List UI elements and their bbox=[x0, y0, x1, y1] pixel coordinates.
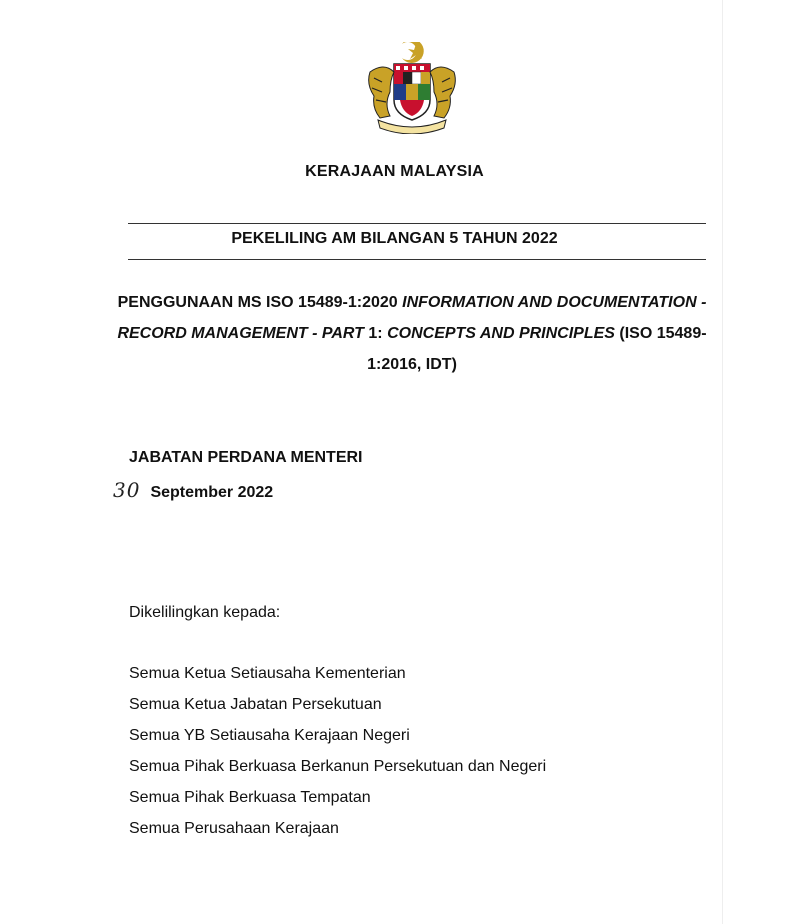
circular-number: PEKELILING AM BILANGAN 5 TAHUN 2022 bbox=[231, 230, 558, 247]
issuing-department: JABATAN PERDANA MENTERI bbox=[129, 449, 363, 466]
list-item: Semua Perusahaan Kerajaan bbox=[129, 820, 339, 837]
list-item: Semua YB Setiausaha Kerajaan Negeri bbox=[129, 727, 410, 744]
list-item: Semua Ketua Setiausaha Kementerian bbox=[129, 665, 406, 682]
handwritten-day: 30 bbox=[113, 478, 141, 502]
divider-top bbox=[128, 223, 706, 224]
list-item: Semua Ketua Jabatan Persekutuan bbox=[129, 696, 382, 713]
title-text-2: 1: bbox=[363, 325, 388, 342]
page-edge bbox=[722, 0, 723, 924]
divider-bottom bbox=[128, 259, 706, 260]
document-title bbox=[110, 287, 714, 380]
coat-of-arms-icon bbox=[360, 42, 464, 134]
title-text-3: (ISO 15489-1:2016, IDT) bbox=[367, 325, 707, 373]
issue-date bbox=[113, 478, 273, 502]
circulation-heading: Dikelilingkan kepada: bbox=[129, 604, 281, 621]
government-heading: KERAJAAN MALAYSIA bbox=[305, 163, 484, 180]
title-italic-2: CONCEPTS AND PRINCIPLES bbox=[387, 325, 615, 342]
list-item: Semua Pihak Berkuasa Berkanun Persekutuan dan Negeri bbox=[129, 758, 547, 775]
recipient-list bbox=[129, 662, 546, 848]
title-text-1: PENGGUNAAN MS ISO 15489-1:2020 bbox=[117, 294, 403, 311]
title-italic-1: INFORMATION AND DOCUMENTATION - RECORD MANAGEMENT - PART bbox=[117, 294, 707, 342]
list-item: Semua Pihak Berkuasa Tempatan bbox=[129, 789, 371, 806]
issue-month-year: September 2022 bbox=[150, 484, 274, 501]
